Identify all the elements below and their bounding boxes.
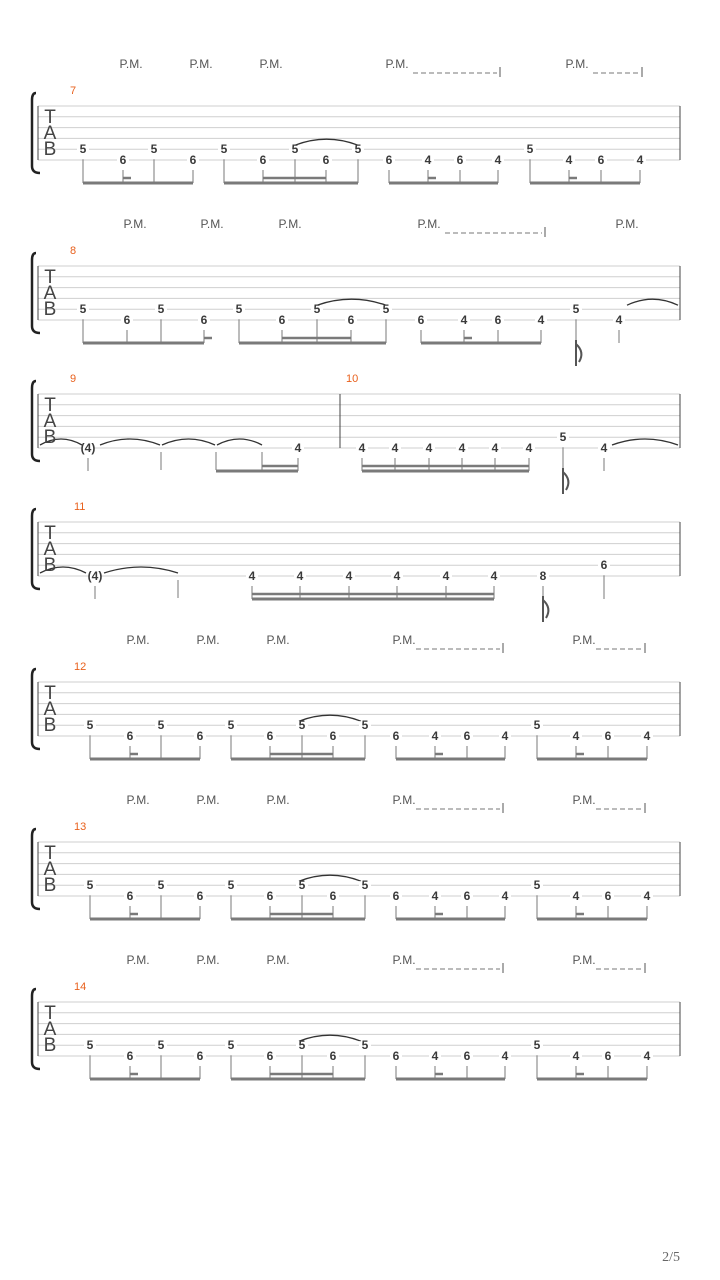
fret-number: 4 [572,1049,580,1063]
fret-number: 4 [296,569,304,583]
palm-mute-label: P.M. [119,57,143,71]
fret-number: 5 [361,878,369,893]
measure-number: 9 [70,373,77,385]
fret-number: 4 [424,153,432,167]
fret-number: 4 [393,569,401,583]
fret-number: 5 [354,142,362,157]
measure-number: 11 [74,501,86,513]
flag-stem [543,596,548,622]
tie-arc [627,299,678,305]
tie-arc [295,139,358,145]
palm-mute-label: P.M. [417,217,441,231]
fret-number: 4 [358,441,366,455]
palm-mute-label: P.M. [266,953,290,967]
page-number: 2/5 [662,1250,680,1265]
tab-clef-letter: B [43,139,57,160]
palm-mute-label: P.M. [392,793,416,807]
fret-number: 5 [235,302,243,317]
fret-number: 6 [597,153,605,167]
fret-number: 5 [86,718,94,733]
fret-number: 4 [600,441,608,455]
palm-mute-label: P.M. [196,953,220,967]
fret-number: 4 [460,313,468,327]
fret-number: 4 [490,569,498,583]
palm-mute-label: P.M. [278,217,302,231]
fret-number: 8 [539,569,547,583]
tab-clef-letter: T [44,107,56,128]
fret-number: 6 [600,558,608,573]
palm-mute-label: P.M. [392,953,416,967]
palm-mute-label: P.M. [266,793,290,807]
palm-mute-label: P.M. [565,57,589,71]
fret-number: 6 [417,313,425,327]
tab-clef-letter: B [43,715,57,736]
palm-mute-label: P.M. [200,217,224,231]
palm-mute-label: P.M. [189,57,213,71]
fret-number: 6 [463,729,471,743]
fret-number: 5 [291,142,299,157]
fret-number: 6 [266,889,274,903]
fret-number: 5 [533,718,541,733]
measure-number: 12 [74,661,87,673]
tab-clef-letter: B [43,875,57,896]
fret-number: 5 [313,302,321,317]
system-bracket [32,989,40,1069]
palm-mute-label: P.M. [196,633,220,647]
palm-mute-label: P.M. [266,633,290,647]
fret-number: 6 [126,1049,134,1063]
tab-clef-letter: T [44,395,56,416]
fret-number: 5 [157,718,165,733]
tab-clef-letter: B [43,427,57,448]
fret-number: 4 [572,889,580,903]
fret-number: 4 [458,441,466,455]
system-bracket [32,829,40,909]
tie-arc [100,439,160,445]
system-bracket [32,381,40,461]
fret-number: 4 [431,1049,439,1063]
fret-number: 6 [604,729,612,743]
fret-number: 5 [220,142,228,157]
measure-number: 8 [70,245,77,257]
fret-number: 4 [572,729,580,743]
fret-number: 4 [643,1049,651,1063]
palm-mute-label: P.M. [572,633,596,647]
tab-clef-letter: T [44,1003,56,1024]
flag-stem [563,468,568,494]
fret-number: 5 [79,142,87,157]
tie-arc [299,875,361,881]
fret-number: 6 [604,889,612,903]
fret-number: 5 [79,302,87,317]
tie-arc [217,439,262,445]
palm-mute-label: P.M. [123,217,147,231]
palm-mute-label: P.M. [385,57,409,71]
fret-number: 5 [361,1038,369,1053]
fret-number: 4 [525,441,533,455]
fret-number: 4 [345,569,353,583]
fret-number: 6 [463,889,471,903]
system-bracket [32,509,40,589]
fret-number: 4 [643,889,651,903]
fret-number: 5 [150,142,158,157]
tab-clef-letter: T [44,683,56,704]
fret-number: 4 [565,153,573,167]
fret-number: 4 [636,153,644,167]
fret-number: 5 [157,302,165,317]
tie-arc [162,439,215,445]
palm-mute-label: P.M. [196,793,220,807]
fret-number: 6 [329,729,337,743]
tab-clef-letter: A [43,1019,57,1040]
fret-number: 6 [278,313,286,327]
palm-mute-label: P.M. [126,633,150,647]
fret-number: 4 [442,569,450,583]
fret-number: 4 [425,441,433,455]
fret-number: 6 [392,729,400,743]
fret-number: 6 [126,889,134,903]
system-bracket [32,669,40,749]
fret-number: 6 [347,313,355,327]
tie-arc [317,299,386,305]
measure-number: 10 [346,373,359,385]
fret-number: 4 [643,729,651,743]
tie-arc [612,439,678,445]
tie-arc [299,715,361,721]
fret-number: 6 [322,153,330,167]
fret-number: 4 [615,313,623,327]
fret-number: 4 [501,729,509,743]
fret-number: 4 [501,1049,509,1063]
fret-number: 5 [533,878,541,893]
fret-number: 6 [329,889,337,903]
fret-number: 6 [196,889,204,903]
measure-number: 13 [74,821,87,833]
palm-mute-label: P.M. [392,633,416,647]
fret-number: 6 [494,313,502,327]
fret-number: 5 [526,142,534,157]
tab-system [32,509,680,599]
tab-clef-letter: B [43,299,57,320]
fret-number: 6 [189,153,197,167]
fret-number: 5 [157,1038,165,1053]
palm-mute-label: P.M. [126,793,150,807]
palm-mute-label: P.M. [259,57,283,71]
tab-clef-letter: T [44,267,56,288]
system-bracket [32,93,40,173]
palm-mute-label: P.M. [615,217,639,231]
fret-number: 6 [329,1049,337,1063]
fret-number: 5 [86,878,94,893]
tie-arc [299,1035,361,1041]
palm-mute-label: P.M. [126,953,150,967]
tab-clef-letter: A [43,699,57,720]
tab-clef-letter: B [43,555,57,576]
tab-clef-letter: A [43,283,57,304]
fret-number: 6 [196,1049,204,1063]
system-bracket [32,253,40,333]
fret-number: 6 [604,1049,612,1063]
fret-number: 5 [227,878,235,893]
fret-number: 6 [266,729,274,743]
fret-number: 4 [537,313,545,327]
fret-number: 5 [382,302,390,317]
fret-number: 6 [200,313,208,327]
fret-number: 5 [559,430,567,445]
tab-clef-letter: T [44,523,56,544]
fret-number: 4 [501,889,509,903]
palm-mute-label: P.M. [572,793,596,807]
tab-clef-letter: B [43,1035,57,1056]
tab-clef-letter: T [44,843,56,864]
fret-number: 4 [491,441,499,455]
fret-number: 5 [298,878,306,893]
fret-number: 5 [86,1038,94,1053]
tab-clef-letter: A [43,859,57,880]
fret-number: 4 [248,569,256,583]
fret-number: 5 [361,718,369,733]
fret-number: 6 [119,153,127,167]
fret-number: 5 [157,878,165,893]
fret-number: 4 [431,889,439,903]
fret-number: 5 [227,1038,235,1053]
tie-arc [104,567,178,573]
tab-system [32,67,680,183]
tied-fret-number: (4) [80,441,96,455]
measure-number: 14 [74,981,87,993]
fret-number: 5 [227,718,235,733]
fret-number: 6 [126,729,134,743]
fret-number: 6 [196,729,204,743]
fret-number: 5 [572,302,580,317]
tied-fret-number: (4) [87,569,103,583]
fret-number: 6 [266,1049,274,1063]
fret-number: 4 [494,153,502,167]
fret-number: 6 [463,1049,471,1063]
fret-number: 5 [298,1038,306,1053]
fret-number: 6 [456,153,464,167]
fret-number: 4 [431,729,439,743]
tab-system [32,381,680,471]
fret-number: 6 [392,1049,400,1063]
fret-number: 6 [392,889,400,903]
fret-number: 4 [294,441,302,455]
fret-number: 6 [385,153,393,167]
fret-number: 4 [391,441,399,455]
flag-stem [576,340,581,366]
tab-clef-letter: A [43,539,57,560]
fret-number: 6 [259,153,267,167]
tab-clef-letter: A [43,123,57,144]
fret-number: 5 [533,1038,541,1053]
fret-number: 6 [123,313,131,327]
fret-number: 5 [298,718,306,733]
tab-clef-letter: A [43,411,57,432]
palm-mute-label: P.M. [572,953,596,967]
measure-number: 7 [70,85,77,97]
